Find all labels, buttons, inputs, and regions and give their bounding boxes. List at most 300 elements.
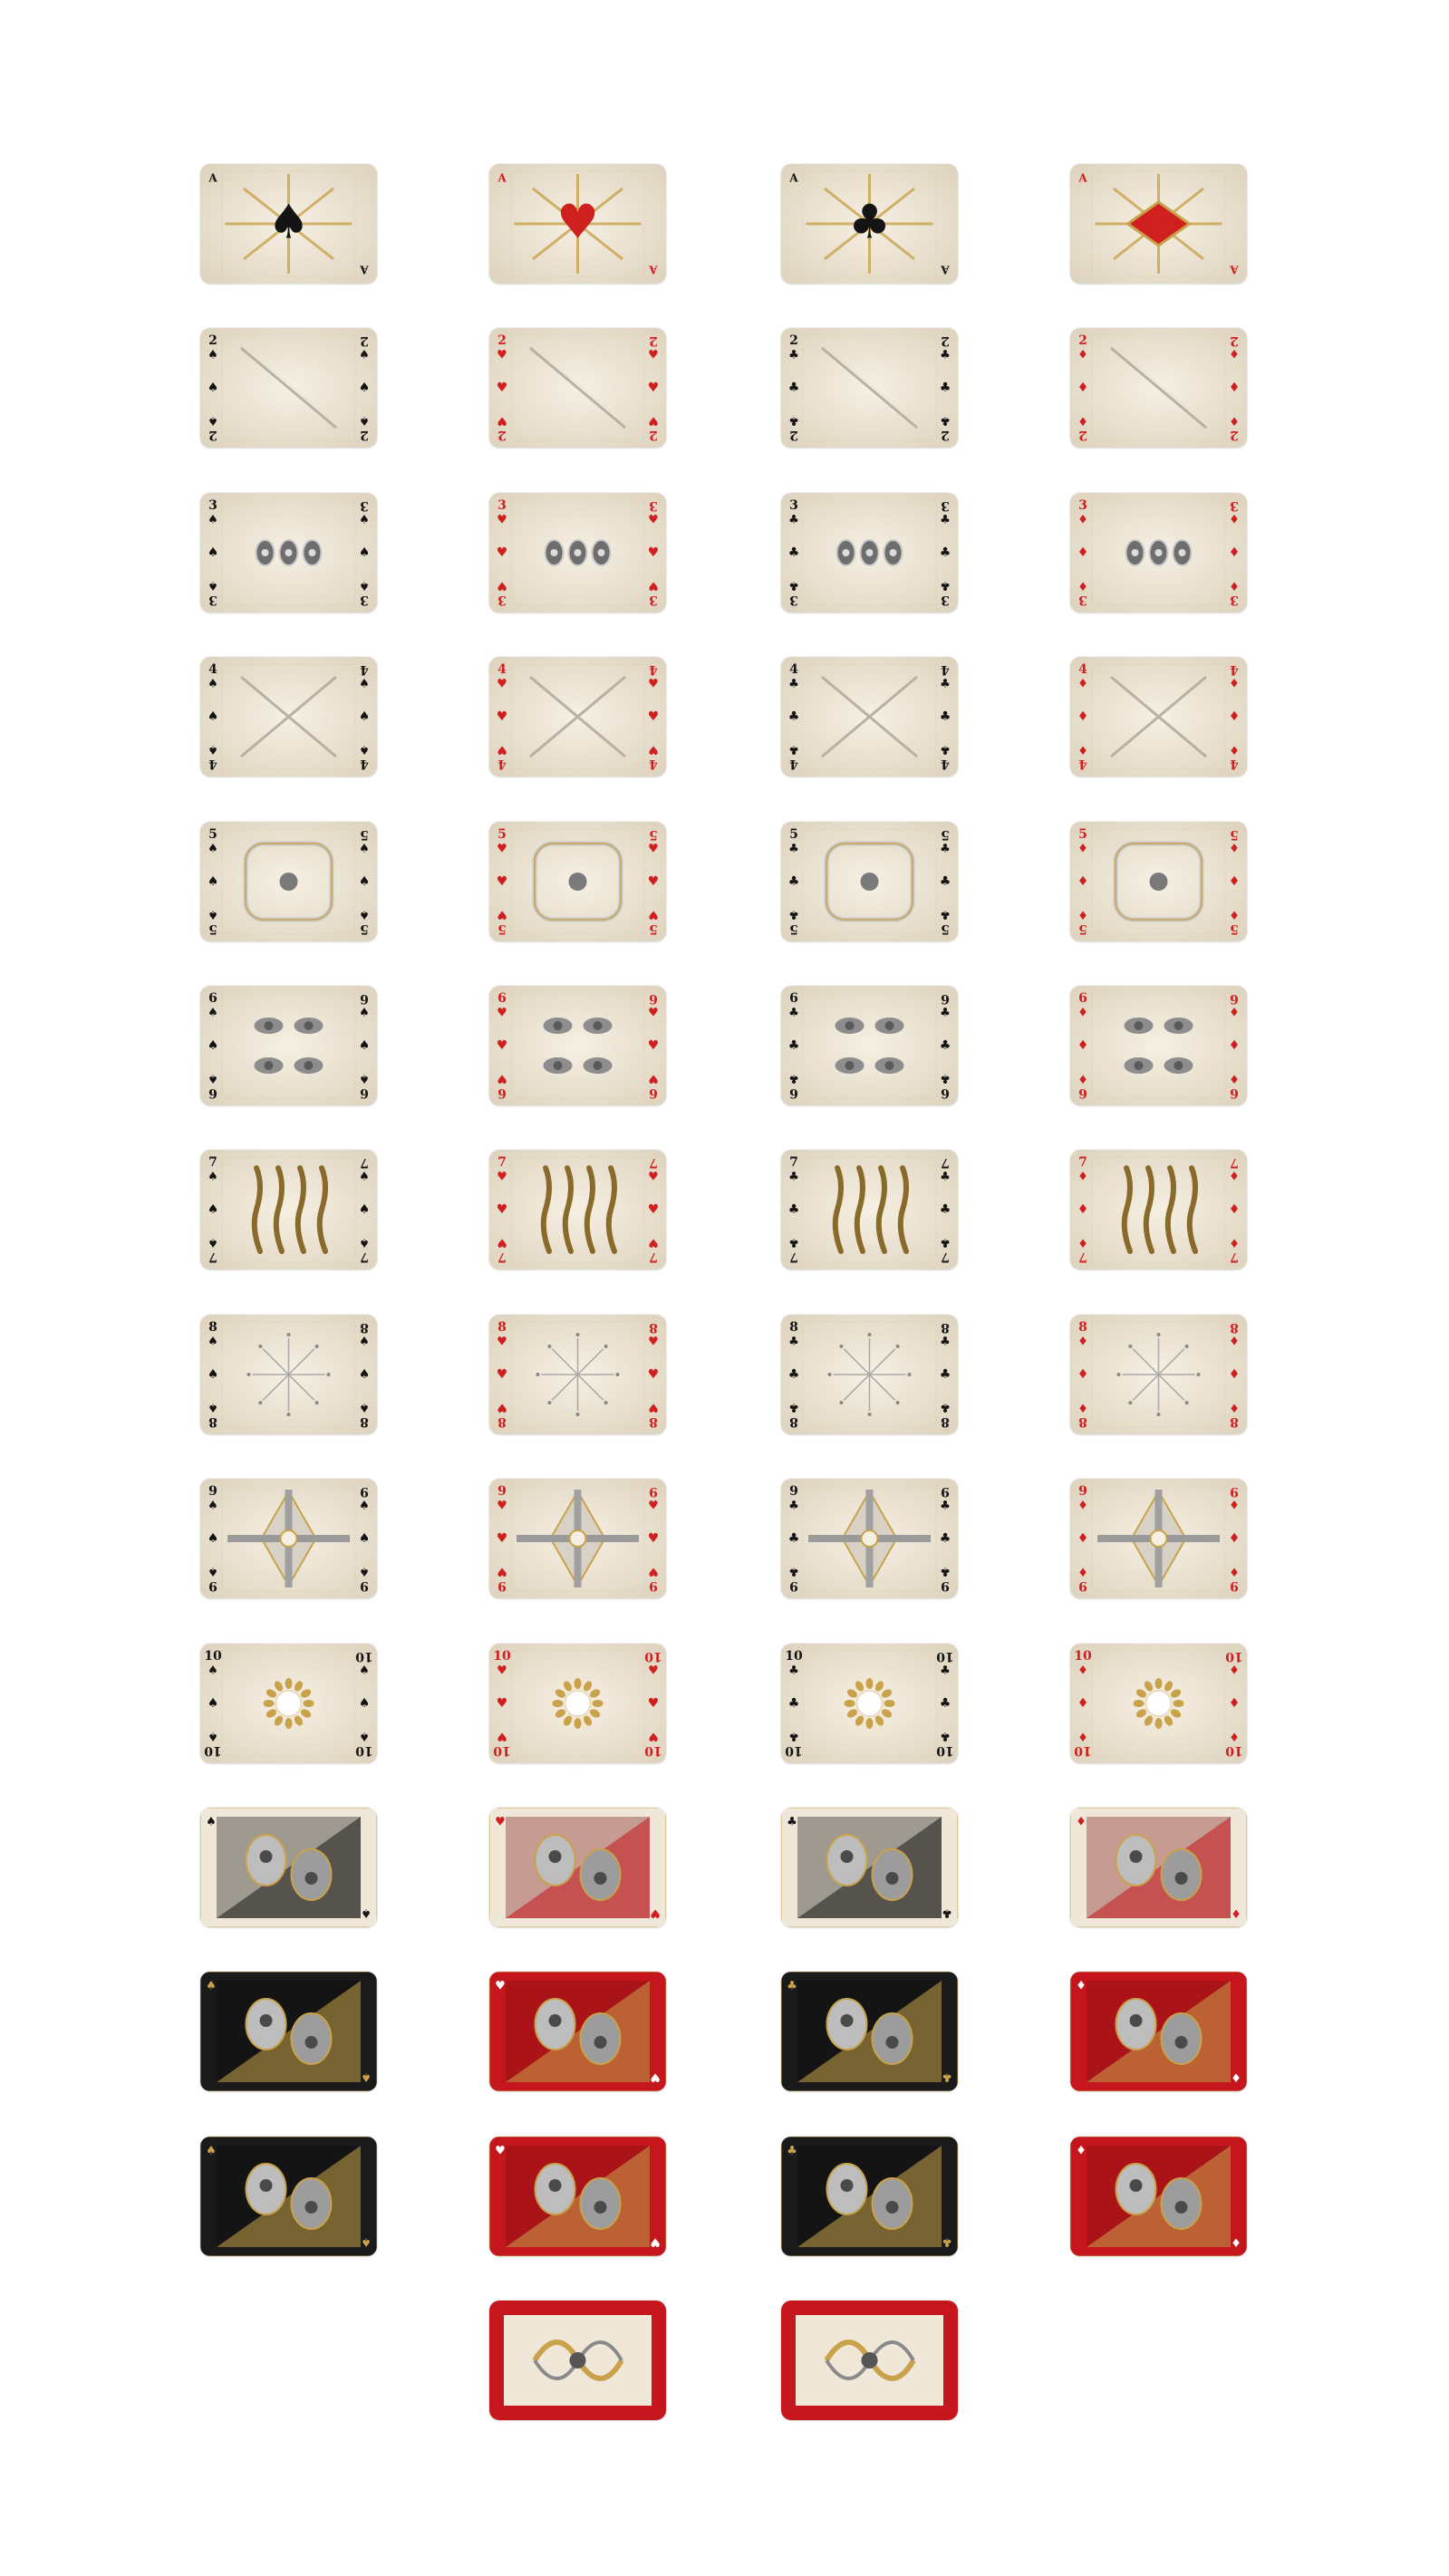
card-index: 8 bbox=[497, 1319, 507, 1335]
suit-pip: ♥ bbox=[497, 1564, 507, 1578]
court-figure bbox=[506, 1817, 650, 1918]
card-face bbox=[200, 2137, 377, 2256]
card-face bbox=[781, 1808, 958, 1927]
card-face bbox=[489, 1644, 666, 1763]
card-2-spades[interactable] bbox=[200, 328, 377, 448]
suit-pip: ♦ bbox=[1077, 842, 1088, 856]
suit-pip: ♠ bbox=[359, 513, 370, 527]
suit-pip: ♣ bbox=[940, 1499, 951, 1513]
card-face bbox=[200, 164, 377, 284]
suit-pip: ♣ bbox=[940, 348, 951, 362]
suit-pip: ♥ bbox=[648, 413, 659, 428]
card-2-clubs[interactable] bbox=[781, 328, 958, 448]
card-face bbox=[1070, 1479, 1247, 1598]
suit-pip: ♣ bbox=[940, 1170, 951, 1184]
card-index: 4 bbox=[789, 757, 798, 772]
card-index: 2 bbox=[360, 428, 369, 443]
suit-pip: ♥ bbox=[497, 1400, 507, 1414]
suit-pip: ♠ bbox=[207, 1366, 219, 1382]
court-figure bbox=[506, 1981, 650, 2082]
card-face bbox=[200, 493, 377, 613]
suit-pip: ♦ bbox=[1229, 842, 1240, 856]
suit-pip: ♥ bbox=[648, 1729, 659, 1743]
suit-pip: ♣ bbox=[940, 1335, 951, 1349]
card-7-spades[interactable] bbox=[200, 1150, 377, 1269]
card-face bbox=[489, 1150, 666, 1269]
suit-pip: ♦ bbox=[1229, 907, 1240, 921]
card-index: 3 bbox=[208, 497, 217, 513]
suit-pip: ♣ bbox=[788, 1729, 799, 1743]
suit-pip: ♥ bbox=[497, 842, 507, 856]
suit-pip: ♠ bbox=[358, 1202, 371, 1218]
card-art bbox=[536, 1333, 620, 1416]
card-index: 8 bbox=[941, 1319, 950, 1335]
suit-pip: ♥ bbox=[647, 709, 660, 725]
suit-pip: ♥ bbox=[497, 1335, 507, 1349]
suit-pip: ♠ bbox=[358, 1366, 371, 1382]
suit-pip: ♣ bbox=[940, 1664, 951, 1678]
card-index: 6 bbox=[208, 1085, 217, 1100]
court-figure bbox=[797, 1981, 942, 2082]
card-K-diamonds[interactable] bbox=[1070, 2137, 1247, 2256]
card-index: 10 bbox=[1074, 1648, 1092, 1664]
suit-pip: ♥ bbox=[648, 842, 659, 856]
suit-pip: ♥ bbox=[496, 709, 508, 725]
suit-pip: ♥ bbox=[495, 1815, 506, 1829]
suit-pip: ♣ bbox=[788, 348, 799, 362]
card-A-diamonds[interactable] bbox=[1070, 164, 1247, 284]
card-A-hearts[interactable] bbox=[489, 164, 666, 284]
suit-pip: ♠ bbox=[208, 1729, 218, 1743]
suit-pip: ♠ bbox=[207, 1038, 219, 1053]
card-face bbox=[200, 657, 377, 777]
suit-pip: ♥ bbox=[648, 907, 659, 921]
suit-pip: ♠ bbox=[359, 742, 370, 757]
card-J-spades[interactable] bbox=[200, 1808, 377, 1927]
card-5-spades[interactable] bbox=[200, 822, 377, 941]
card-index: 7 bbox=[1078, 1249, 1087, 1265]
card-index: 9 bbox=[1230, 1578, 1239, 1594]
card-index: 5 bbox=[941, 921, 950, 936]
card-index: 6 bbox=[649, 991, 658, 1006]
card-index: 7 bbox=[497, 1249, 507, 1265]
card-index: 8 bbox=[208, 1413, 217, 1429]
card-A-clubs[interactable] bbox=[781, 164, 958, 284]
card-face bbox=[781, 1644, 958, 1763]
card-face bbox=[781, 2137, 958, 2256]
suit-pip: ♣ bbox=[788, 742, 799, 757]
card-index: 4 bbox=[941, 757, 950, 772]
card-index: 9 bbox=[1230, 1484, 1239, 1500]
suit-pip: ♠ bbox=[359, 1170, 370, 1184]
card-index: 3 bbox=[208, 592, 217, 607]
suit-pip: ♠ bbox=[359, 1235, 370, 1249]
suit-pip: ♦ bbox=[1077, 1564, 1088, 1578]
suit-pip: ♥ bbox=[647, 381, 660, 396]
suit-pip: ♠ bbox=[359, 1729, 370, 1743]
suit-pip: ♦ bbox=[1229, 1071, 1240, 1085]
suit-pip: ♦ bbox=[1077, 348, 1088, 362]
suit-pip: ♦ bbox=[1077, 1170, 1088, 1184]
suit-pip: ♦ bbox=[1077, 1499, 1088, 1513]
suit-pip: ♠ bbox=[207, 1202, 219, 1218]
card-2-diamonds[interactable] bbox=[1070, 328, 1247, 448]
suit-pip: ♦ bbox=[1229, 348, 1240, 362]
card-8-diamonds[interactable] bbox=[1070, 1315, 1247, 1434]
card-3-hearts[interactable] bbox=[489, 493, 666, 613]
suit-pip: ♥ bbox=[496, 873, 508, 889]
suit-pip: ♥ bbox=[497, 513, 507, 527]
card-art bbox=[828, 1333, 912, 1416]
suit-pip: ♥ bbox=[648, 348, 659, 362]
suit-pip: ♦ bbox=[1228, 1038, 1241, 1053]
card-index: A bbox=[789, 171, 798, 185]
suit-pip: ♣ bbox=[940, 1729, 951, 1743]
card-face bbox=[1070, 493, 1247, 613]
suit-pip: ♥ bbox=[648, 1664, 659, 1678]
card-index: 4 bbox=[360, 757, 369, 772]
court-figure bbox=[1087, 1981, 1231, 2082]
card-index: 10 bbox=[644, 1742, 662, 1758]
card-face bbox=[200, 1315, 377, 1434]
card-face bbox=[1070, 822, 1247, 941]
card-Q-spades[interactable] bbox=[200, 1972, 377, 2091]
card-index: 6 bbox=[649, 1085, 658, 1100]
suit-pip: ♥ bbox=[497, 413, 507, 428]
card-Q-diamonds[interactable] bbox=[1070, 1972, 1247, 2091]
card-face bbox=[781, 986, 958, 1105]
card-index: 5 bbox=[941, 826, 950, 842]
suit-pip: ♥ bbox=[650, 1905, 661, 1920]
card-J-clubs[interactable] bbox=[781, 1808, 958, 1927]
card-3-clubs[interactable] bbox=[781, 493, 958, 613]
card-index: 5 bbox=[1230, 921, 1239, 936]
card-8-clubs[interactable] bbox=[781, 1315, 958, 1434]
card-index: 6 bbox=[941, 1085, 950, 1100]
card-index: 4 bbox=[1078, 662, 1087, 678]
suit-pip: ♦ bbox=[1229, 413, 1240, 428]
card-index: 4 bbox=[497, 662, 507, 678]
card-art bbox=[247, 1333, 331, 1416]
suit-pip: ♣ bbox=[942, 2069, 952, 2084]
suit-pip: ♦ bbox=[1077, 1202, 1089, 1218]
card-index: 5 bbox=[789, 826, 798, 842]
suit-pip: ♦ bbox=[1077, 742, 1088, 757]
card-10-hearts[interactable] bbox=[489, 1644, 666, 1763]
card-10-spades[interactable] bbox=[200, 1644, 377, 1763]
suit-pip: ♣ bbox=[787, 1531, 800, 1547]
suit-pip: ♠ bbox=[207, 709, 219, 725]
card-index: 9 bbox=[360, 1578, 369, 1594]
card-2-hearts[interactable] bbox=[489, 328, 666, 448]
card-10-diamonds[interactable] bbox=[1070, 1644, 1247, 1763]
suit-pip: ♥ bbox=[648, 1006, 659, 1020]
suit-pip: ♣ bbox=[788, 842, 799, 856]
suit-pip: ♥ bbox=[647, 873, 660, 889]
card-index: 3 bbox=[497, 592, 507, 607]
card-index: 6 bbox=[360, 991, 369, 1006]
suit-pip: ♦ bbox=[1077, 545, 1089, 560]
card-7-hearts[interactable] bbox=[489, 1150, 666, 1269]
suit-pip: ♣ bbox=[788, 1564, 799, 1578]
card-face bbox=[489, 493, 666, 613]
suit-pip: ♣ bbox=[788, 677, 799, 691]
suit-pip: ♣ bbox=[940, 1006, 951, 1020]
card-face bbox=[1070, 1315, 1247, 1434]
card-index: 5 bbox=[208, 826, 217, 842]
suit-pip: ♦ bbox=[1229, 1664, 1240, 1678]
card-index: 6 bbox=[1230, 1085, 1239, 1100]
suit-pip: ♣ bbox=[788, 1170, 799, 1184]
card-index: 4 bbox=[649, 662, 658, 678]
card-5-clubs[interactable] bbox=[781, 822, 958, 941]
suit-pip: ♥ bbox=[497, 1729, 507, 1743]
card-7-clubs[interactable] bbox=[781, 1150, 958, 1269]
card-9-diamonds[interactable] bbox=[1070, 1479, 1247, 1598]
suit-pip: ♥ bbox=[496, 1531, 508, 1547]
card-index: 5 bbox=[360, 921, 369, 936]
card-index: 6 bbox=[789, 1085, 798, 1100]
suit-pip: ♦ bbox=[1228, 709, 1241, 725]
suit-pip: ♥ bbox=[497, 907, 507, 921]
suit-pip: ♣ bbox=[787, 1202, 800, 1218]
card-index: 9 bbox=[649, 1484, 658, 1500]
card-8-spades[interactable] bbox=[200, 1315, 377, 1434]
card-index: 2 bbox=[1078, 428, 1087, 443]
suit-pip: ♣ bbox=[787, 1038, 800, 1053]
card-9-spades[interactable] bbox=[200, 1479, 377, 1598]
card-K-spades[interactable] bbox=[200, 2137, 377, 2256]
suit-pip: ♥ bbox=[648, 578, 659, 593]
suit-pip: ♦ bbox=[1077, 1006, 1088, 1020]
card-index: 4 bbox=[1230, 662, 1239, 678]
card-index: 3 bbox=[1078, 592, 1087, 607]
suit-pip: ♥ bbox=[497, 1664, 507, 1678]
card-6-diamonds[interactable] bbox=[1070, 986, 1247, 1105]
card-K-clubs[interactable] bbox=[781, 2137, 958, 2256]
card-index: 9 bbox=[497, 1484, 507, 1500]
card-index: 10 bbox=[644, 1648, 662, 1664]
card-face bbox=[489, 657, 666, 777]
card-joker-1[interactable] bbox=[489, 2301, 666, 2420]
card-8-hearts[interactable] bbox=[489, 1315, 666, 1434]
suit-pip: ♦ bbox=[1229, 578, 1240, 593]
card-index: 6 bbox=[941, 991, 950, 1006]
card-face bbox=[489, 164, 666, 284]
suit-pip: ♦ bbox=[1077, 873, 1089, 889]
card-index: 2 bbox=[497, 428, 507, 443]
card-face bbox=[200, 822, 377, 941]
suit-pip: ♥ bbox=[496, 1695, 508, 1711]
suit-pip: ♣ bbox=[788, 1400, 799, 1414]
suit-pip: ♦ bbox=[1228, 1366, 1241, 1382]
card-index: 5 bbox=[497, 921, 507, 936]
suit-pip: ♥ bbox=[648, 1235, 659, 1249]
suit-pip: ♠ bbox=[208, 1235, 218, 1249]
card-6-spades[interactable] bbox=[200, 986, 377, 1105]
card-4-clubs[interactable] bbox=[781, 657, 958, 777]
card-K-hearts[interactable] bbox=[489, 2137, 666, 2256]
suit-pip: ♠ bbox=[358, 873, 371, 889]
card-index: 7 bbox=[941, 1249, 950, 1265]
card-index: A bbox=[941, 263, 950, 276]
card-index: 10 bbox=[204, 1648, 222, 1664]
suit-pip: ♥ bbox=[496, 1038, 508, 1053]
court-figure bbox=[1087, 2146, 1231, 2247]
card-index: 2 bbox=[649, 428, 658, 443]
card-index: 6 bbox=[497, 1085, 507, 1100]
card-face bbox=[1070, 164, 1247, 284]
card-index: 4 bbox=[360, 662, 369, 678]
suit-pip: ♦ bbox=[1077, 1695, 1089, 1711]
card-face bbox=[489, 1972, 666, 2091]
suit-pip: ♣ bbox=[788, 1664, 799, 1678]
card-joker-2[interactable] bbox=[781, 2301, 958, 2420]
card-index: 6 bbox=[360, 1085, 369, 1100]
card-index: A bbox=[1230, 263, 1239, 276]
suit-pip: ♦ bbox=[1229, 1235, 1240, 1249]
suit-pip: ♠ bbox=[208, 1564, 218, 1578]
suit-pip: ♣ bbox=[940, 1235, 951, 1249]
suit-pip: ♣ bbox=[787, 873, 800, 889]
card-face bbox=[781, 1150, 958, 1269]
card-6-hearts[interactable] bbox=[489, 986, 666, 1105]
suit-pip: ♠ bbox=[208, 907, 218, 921]
card-9-clubs[interactable] bbox=[781, 1479, 958, 1598]
suit-pip: ♣ bbox=[940, 1071, 951, 1085]
card-5-diamonds[interactable] bbox=[1070, 822, 1247, 941]
suit-pip: ♦ bbox=[1077, 413, 1088, 428]
card-9-hearts[interactable] bbox=[489, 1479, 666, 1598]
card-3-diamonds[interactable] bbox=[1070, 493, 1247, 613]
card-index: 6 bbox=[1078, 991, 1087, 1006]
suit-pip: ♦ bbox=[1228, 381, 1241, 396]
suit-pip: ♦ bbox=[1231, 1905, 1241, 1920]
card-index: 6 bbox=[208, 991, 217, 1006]
card-face bbox=[781, 822, 958, 941]
suit-pip: ♦ bbox=[1077, 1366, 1089, 1382]
ace-suit-symbol: ♠ bbox=[267, 194, 310, 250]
card-index: A bbox=[1078, 171, 1087, 185]
card-index: 9 bbox=[789, 1578, 798, 1594]
suit-pip: ♥ bbox=[497, 1006, 507, 1020]
suit-pip: ♥ bbox=[497, 1235, 507, 1249]
card-index: 8 bbox=[649, 1413, 658, 1429]
card-index: 9 bbox=[1078, 1484, 1087, 1500]
card-index: 10 bbox=[785, 1648, 803, 1664]
suit-pip: ♣ bbox=[939, 873, 952, 889]
suit-pip: ♦ bbox=[1229, 677, 1240, 691]
card-4-spades[interactable] bbox=[200, 657, 377, 777]
card-index: 4 bbox=[789, 662, 798, 678]
suit-pip: ♦ bbox=[1229, 1400, 1240, 1414]
card-index: 7 bbox=[789, 1155, 798, 1171]
card-index: 10 bbox=[1074, 1742, 1092, 1758]
card-index: 8 bbox=[789, 1413, 798, 1429]
suit-pip: ♦ bbox=[1077, 1038, 1089, 1053]
card-index: 3 bbox=[649, 592, 658, 607]
card-index: 8 bbox=[941, 1413, 950, 1429]
card-index: 9 bbox=[649, 1578, 658, 1594]
card-index: 10 bbox=[1225, 1648, 1243, 1664]
card-Q-hearts[interactable] bbox=[489, 1972, 666, 2091]
card-index: 7 bbox=[360, 1155, 369, 1171]
card-index: 8 bbox=[360, 1319, 369, 1335]
suit-pip: ♠ bbox=[207, 1695, 219, 1711]
suit-pip: ♠ bbox=[206, 1979, 217, 1993]
card-J-diamonds[interactable] bbox=[1070, 1808, 1247, 1927]
suit-pip: ♥ bbox=[648, 1335, 659, 1349]
card-index: 5 bbox=[789, 921, 798, 936]
court-figure bbox=[1087, 1817, 1231, 1918]
card-index: 9 bbox=[497, 1578, 507, 1594]
suit-pip: ♠ bbox=[208, 842, 218, 856]
card-index: 10 bbox=[1225, 1742, 1243, 1758]
suit-pip: ♦ bbox=[1077, 677, 1088, 691]
card-A-spades[interactable] bbox=[200, 164, 377, 284]
suit-pip: ♣ bbox=[788, 578, 799, 593]
card-Q-clubs[interactable] bbox=[781, 1972, 958, 2091]
suit-pip: ♦ bbox=[1077, 709, 1089, 725]
suit-pip: ♥ bbox=[647, 545, 660, 560]
court-figure bbox=[797, 2146, 942, 2247]
suit-pip: ♣ bbox=[788, 1071, 799, 1085]
suit-pip: ♦ bbox=[1229, 1729, 1240, 1743]
suit-pip: ♣ bbox=[787, 1695, 800, 1711]
suit-pip: ♠ bbox=[359, 677, 370, 691]
card-index: 8 bbox=[208, 1319, 217, 1335]
card-index: 2 bbox=[789, 333, 798, 349]
card-index: 10 bbox=[936, 1648, 954, 1664]
card-face bbox=[781, 1972, 958, 2091]
suit-pip: ♥ bbox=[496, 1202, 508, 1218]
card-art bbox=[837, 540, 903, 565]
suit-pip: ♠ bbox=[207, 1531, 219, 1547]
card-4-hearts[interactable] bbox=[489, 657, 666, 777]
card-art bbox=[256, 540, 322, 565]
card-10-clubs[interactable] bbox=[781, 1644, 958, 1763]
card-7-diamonds[interactable] bbox=[1070, 1150, 1247, 1269]
suit-pip: ♠ bbox=[208, 1170, 218, 1184]
suit-pip: ♦ bbox=[1077, 1071, 1088, 1085]
card-5-hearts[interactable] bbox=[489, 822, 666, 941]
suit-pip: ♦ bbox=[1229, 1564, 1240, 1578]
card-index: 9 bbox=[208, 1484, 217, 1500]
suit-pip: ♠ bbox=[359, 1664, 370, 1678]
card-6-clubs[interactable] bbox=[781, 986, 958, 1105]
suit-pip: ♣ bbox=[939, 381, 952, 396]
suit-pip: ♠ bbox=[359, 842, 370, 856]
suit-pip: ♦ bbox=[1229, 513, 1240, 527]
card-index: 7 bbox=[941, 1155, 950, 1171]
card-index: 7 bbox=[1230, 1249, 1239, 1265]
card-index: 6 bbox=[789, 991, 798, 1006]
card-index: 7 bbox=[1230, 1155, 1239, 1171]
suit-pip: ♠ bbox=[208, 1071, 218, 1085]
suit-pip: ♥ bbox=[496, 1366, 508, 1382]
suit-pip: ♥ bbox=[497, 1071, 507, 1085]
card-4-diamonds[interactable] bbox=[1070, 657, 1247, 777]
suit-pip: ♠ bbox=[208, 677, 218, 691]
suit-pip: ♥ bbox=[648, 1400, 659, 1414]
card-face bbox=[489, 328, 666, 448]
suit-pip: ♣ bbox=[940, 1564, 951, 1578]
suit-pip: ♦ bbox=[1077, 1664, 1088, 1678]
card-J-hearts[interactable] bbox=[489, 1808, 666, 1927]
card-3-spades[interactable] bbox=[200, 493, 377, 613]
court-figure bbox=[217, 1817, 361, 1918]
card-index: 9 bbox=[1078, 1578, 1087, 1594]
